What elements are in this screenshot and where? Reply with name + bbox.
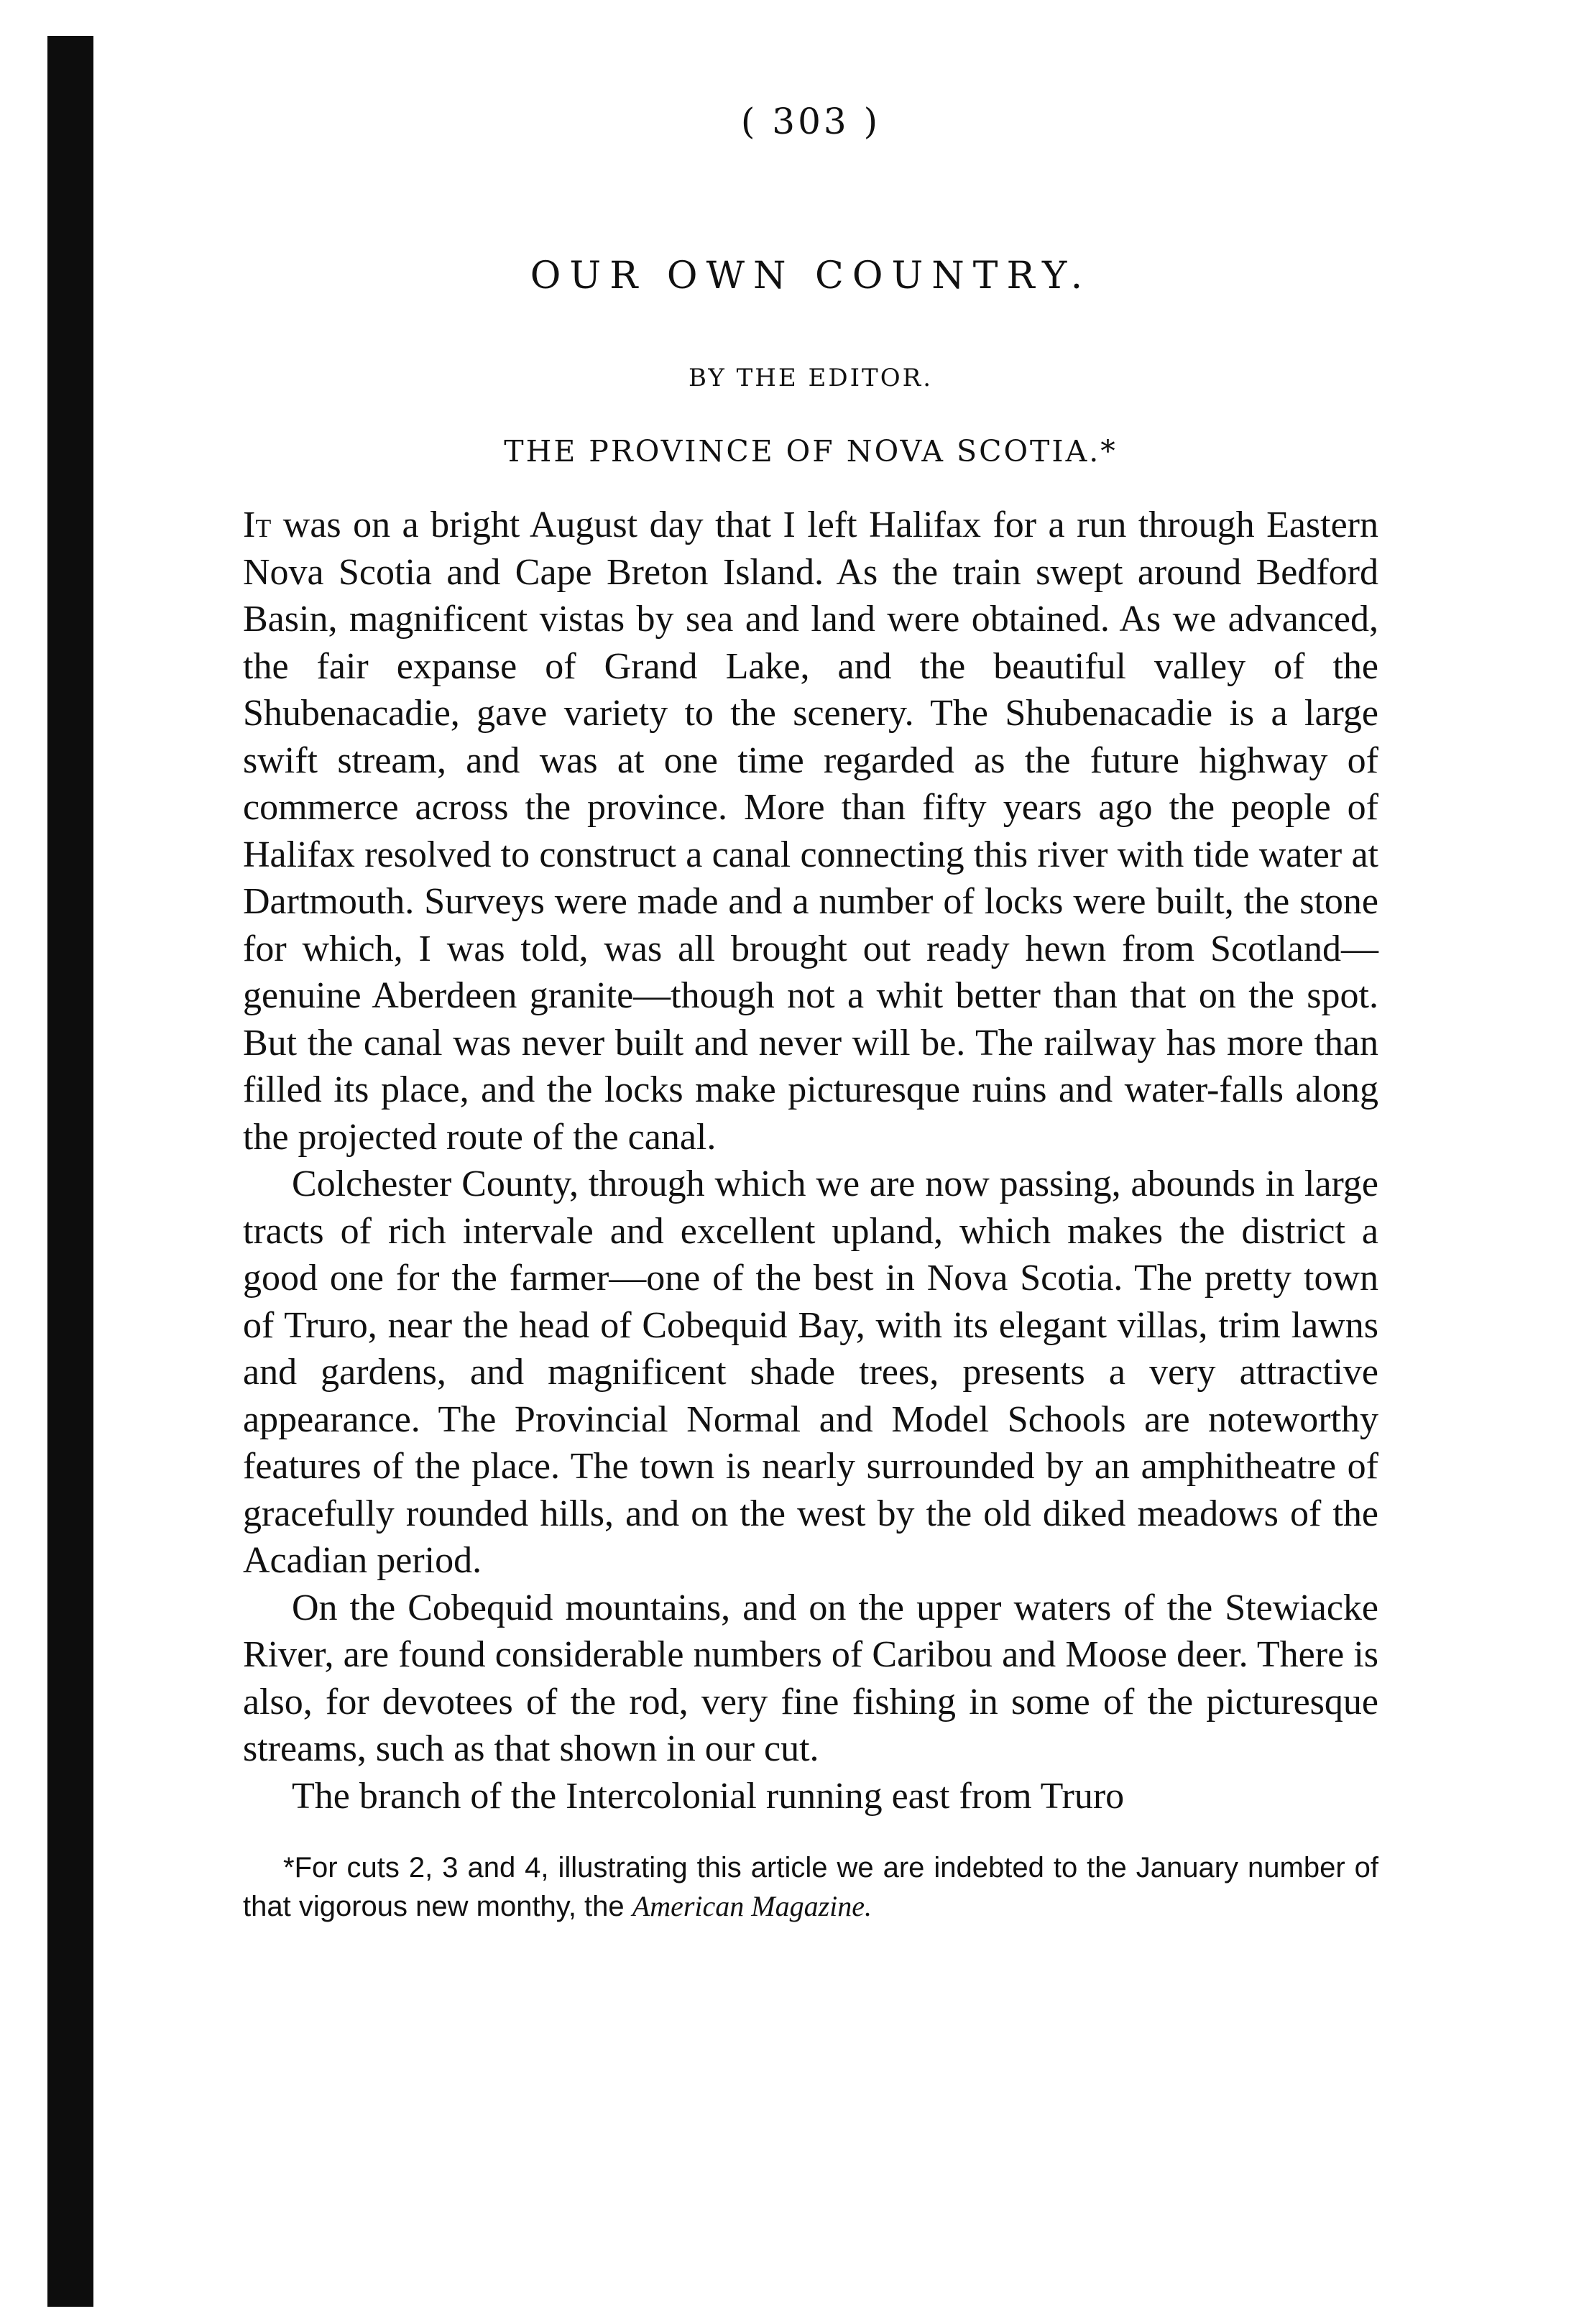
page xyxy=(243,101,1378,1926)
article-title: OUR OWN COUNTRY. xyxy=(530,254,1092,298)
footnote-magazine: American Magazine. xyxy=(632,1890,872,1922)
byline: BY THE EDITOR. xyxy=(688,364,934,392)
section-title: THE PROVINCE OF NOVA SCOTIA.* xyxy=(504,434,1118,469)
first-word: It xyxy=(243,504,272,545)
footnote xyxy=(243,1848,1378,1926)
page-number: ( 303 ) xyxy=(740,101,881,142)
footnote-text: *For cuts 2, 3 and 4, illustrating this article we are indebted to the January number of that vigorous new monthy, the xyxy=(243,1852,1378,1922)
paragraph-2: Colchester County, through which we are now passing, abounds in large tracts of rich intervale and excellent upland, which makes the district a good one for the farmer—one of the best in Nova Scotia. The pretty town of Truro, near the head of Cobequid Bay, with its elegant villas, trim lawns and gardens, and magnificent shade trees, presents a very attractive appearance. The Provincial Normal and Model Schools are noteworthy features of the place. The town is nearly surrounded by an amphitheatre of gracefully rounded hills, and on the west by the old diked meadows of the Acadian period. xyxy=(243,1163,1378,1581)
binding-edge xyxy=(47,36,93,2307)
paragraph-1-text: was on a bright August day that I left Halifax for a run through Eastern Nova Scotia and Cape Breton Island. As the train swept around Bedford Basin, magnificent vistas by sea and land were obtained. As we advanced, the fair expanse of Grand Lake, and the beautiful valley of the Shubenacadie, gave variety to the scenery. The Shubenacadie is a large swift stream, and was at one time regarded as the future highway of commerce across the province. More than fifty years ago the people of Halifax resolved to construct a canal connecting this river with tide water at Dartmouth. Surveys were made and a number of locks were built, the stone for which, I was told, was all brought out ready hewn from Scotland—genuine Aberdeen granite—though not a whit better than that on the spot. But the canal was never built and never will be. The railway has more than filled its place, and the locks make picturesque ruins and water-falls along the projected route of the canal. xyxy=(243,504,1378,1158)
paragraph-1 xyxy=(243,502,1378,1161)
paragraph-3: On the Cobequid mountains, and on the upper waters of the Stewiacke River, are found considerable numbers of Caribou and Moose deer. There is also, for devotees of the rod, very fine fishing in some of the picturesque streams, such as that shown in our cut. xyxy=(243,1587,1378,1769)
paragraph-4: The branch of the Intercolonial running east from Truro xyxy=(292,1775,1125,1817)
